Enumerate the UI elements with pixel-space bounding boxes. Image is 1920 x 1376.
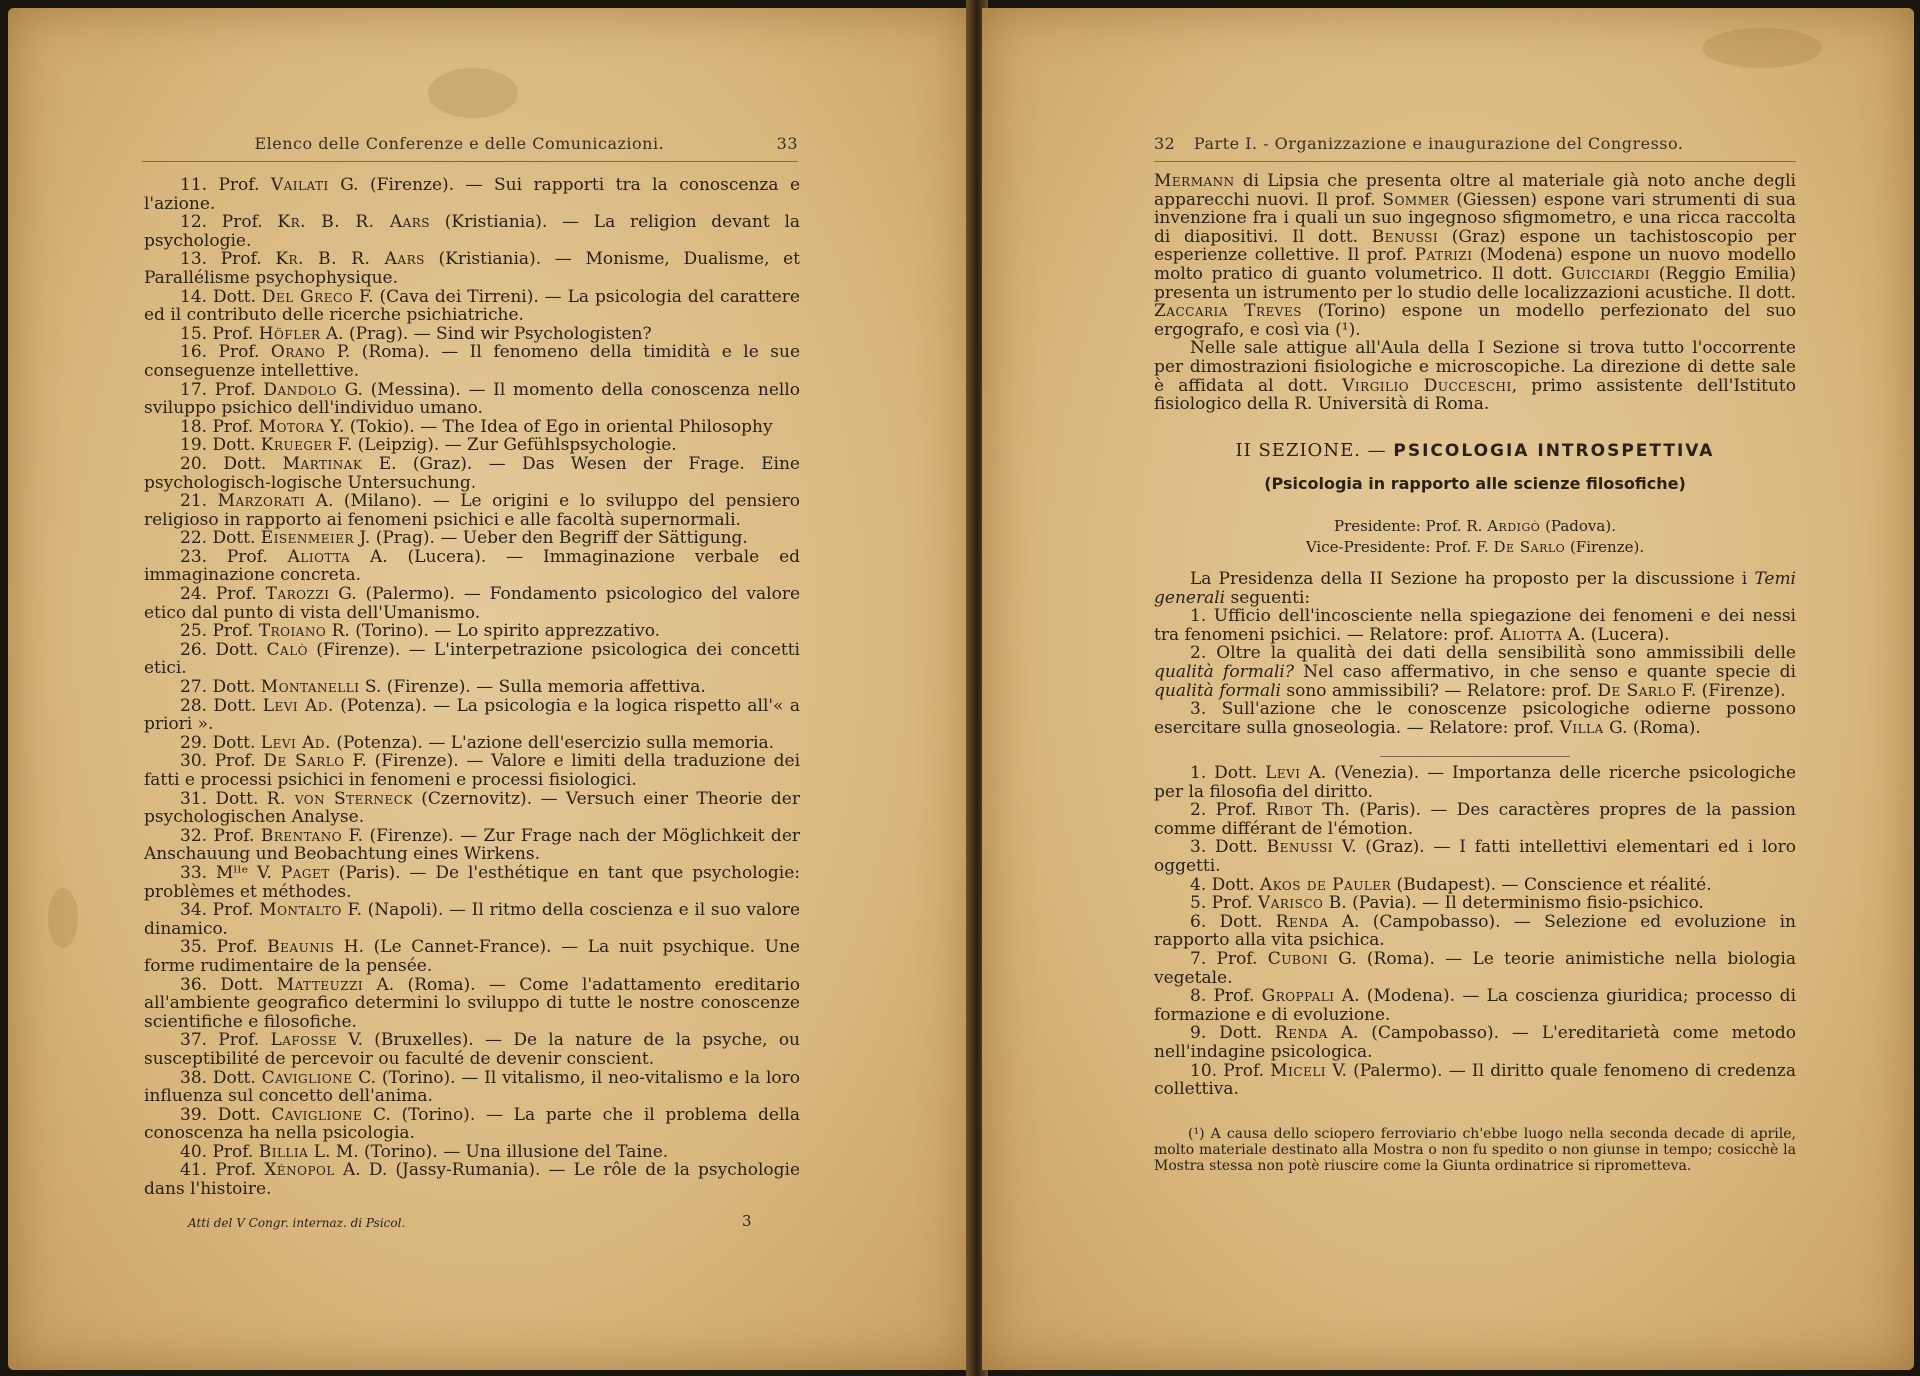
entry-title: F. (Cava dei Tirreni). — La psicologia del carattere ed il contributo delle ricerche psichiatriche. (144, 286, 800, 326)
text-run: Nel caso affermativo, in che senso e quante specie di (1293, 661, 1796, 682)
person-name: Sommer (1382, 189, 1450, 210)
entry-lead: 20. Dott. (180, 453, 283, 474)
left-page (8, 8, 972, 1370)
italic-text: Temi generali (1154, 569, 1796, 608)
president-prefix: Presidente: Prof. R. (1334, 517, 1488, 535)
entry-author: Orano (270, 342, 326, 363)
left-entry (144, 827, 800, 864)
section-label: II SEZIONE. — (1235, 440, 1387, 461)
text-run: (Giessen) espone vari strumenti di sua invenzione fra i quali un suo ingegnoso sfigmometro, e una ricca raccolta di diapositivi. Il dott. (1154, 189, 1797, 247)
entry-title: A. (Prag). — Sind wir Psychologisten? (320, 323, 652, 344)
text-run: (Graz) espone un tachistoscopio per esperienze collettive. Il prof. (1154, 226, 1796, 266)
entry-lead: 36. Dott. (180, 974, 277, 995)
text-run: 1. Ufficio dell'incosciente nella spiegazione dei fenomeni e dei nessi tra fenomeni psichici. — Relatore: prof. (1154, 606, 1796, 645)
entry-lead: 41. Prof. (180, 1160, 265, 1181)
left-entry (144, 176, 800, 213)
entry-title: A. (Roma). — Come l'adattamento ereditario all'ambiente geografico determini lo sviluppo di tutte le nostre conoscenze scientifiche e filosofiche. (144, 974, 800, 1032)
entry-title: G. (Palermo). — Fondamento psicologico del valore etico dal punto di vista dell'Umanismo. (144, 584, 801, 623)
entry-lead: 34. Prof. (180, 900, 260, 921)
entry-title: (Firenze). — L'interpetrazione psicologica dei concetti etici. (144, 639, 800, 679)
right-header-title: Parte I. - Organizzazione e inaugurazione del Congresso. (1193, 134, 1684, 153)
left-entry (144, 492, 800, 529)
right-entry (1154, 876, 1796, 895)
entry-lead: 14. Dott. (180, 286, 262, 307)
entry-title: G. (Firenze). — Sui rapporti tra la conoscenza e l'azione. (144, 175, 801, 214)
entry-title: (Kristiania). — Monisme, Dualisme, et Parallélisme psychophysique. (144, 249, 800, 288)
entry-lead: 37. Prof. (180, 1030, 271, 1051)
entry-title: B. (Pavia). — Il determinismo fisio-psichico. (1323, 893, 1704, 914)
entry-lead: 5. Prof. (1190, 893, 1258, 914)
left-entry (144, 213, 800, 250)
entry-author: Caviglione (261, 1067, 353, 1088)
entry-author: Dandolo (263, 379, 337, 400)
entry-author: Brentano (260, 825, 343, 846)
entry-author: Montalto (259, 900, 342, 921)
left-entry (144, 455, 800, 492)
left-entry (144, 1031, 800, 1068)
entry-title: J. (Prag). — Ueber den Begriff der Sättigung. (354, 528, 748, 549)
left-entry (144, 622, 800, 641)
entry-lead: 31. Dott. (180, 788, 267, 809)
entry-author: Varisco (1257, 893, 1324, 914)
entry-title: C. (Torino). — La parte che il problema della conoscenza ha nella psicologia. (144, 1104, 800, 1144)
entry-title: G. (Roma). — Le teorie animistiche nella biologia vegetale. (1154, 948, 1797, 988)
entry-author: De Sarlo (263, 751, 345, 772)
entry-lead: 3. Dott. (1190, 837, 1267, 858)
entry-lead: 24. Prof. (180, 584, 266, 605)
right-entry (1154, 950, 1796, 987)
entry-lead: 25. Prof. (180, 621, 259, 642)
left-entry (144, 381, 800, 418)
text-run: (Reggio Emilia) presenta un istrumento per lo studio delle localizzazioni acustiche. Il dott. (1154, 263, 1796, 303)
entry-author: Levi (1265, 763, 1301, 783)
left-entry (144, 976, 800, 1032)
entry-author: Renda (1275, 911, 1329, 932)
entry-author: Lafosse (270, 1030, 338, 1051)
entry-title: A. (Milano). — Le origini e lo sviluppo del pensiero religioso in rapporto ai fenomeni psichici e alle facoltà supernormali. (144, 491, 800, 530)
text-run: sono ammissibili? — Relatore: prof. (1281, 680, 1598, 701)
text-run: di Lipsia che presenta oltre al materiale già noto anche degli apparecchi nuovi. Il prof. (1154, 171, 1796, 210)
vice-president-prefix: Vice-Presidente: Prof. F. (1305, 538, 1494, 556)
right-entry (1154, 1062, 1796, 1099)
text-run: F. (Firenze). (1676, 680, 1786, 701)
entry-lead: 11. Prof. (180, 175, 271, 195)
entry-title: (Potenza). — L'azione dell'esercizio sulla memoria. (330, 732, 775, 753)
right-page (982, 8, 1914, 1370)
right-continuation-text (1154, 172, 1796, 414)
text-run: (Torino) espone un modello perfezionato del suo ergografo, e così via (¹). (1154, 301, 1796, 340)
left-entry (144, 1069, 800, 1106)
left-entry (144, 548, 800, 585)
entry-author: Miceli (1270, 1060, 1327, 1081)
entry-title: L. M. (Torino). — Una illusione del Taine. (308, 1141, 669, 1162)
president-name: Ardigò (1487, 517, 1541, 535)
entry-lead: 10. Prof. (1190, 1060, 1271, 1081)
left-entry (144, 678, 800, 697)
entry-author: Martinak (282, 453, 363, 474)
left-entry (144, 418, 800, 437)
section-vice-president (1154, 538, 1796, 556)
entry-author: Marzorati (217, 491, 306, 512)
left-entry (144, 585, 800, 622)
right-entry (1154, 764, 1796, 801)
entry-author: Xénopol (264, 1160, 335, 1181)
left-entry (144, 752, 800, 789)
text-run: , primo assistente dell'Istituto fisiologico della R. Università di Roma. (1154, 375, 1796, 415)
entry-title: Y. (Tokio). — The Idea of Ego in oriental Philosophy (324, 416, 773, 437)
right-entry (1154, 1024, 1796, 1061)
entry-lead: 17. Prof. (180, 379, 264, 400)
entry-title: P. (Roma). — Il fenomeno della timidità e le sue conseguenze intellettive. (144, 342, 801, 381)
right-entry (1154, 894, 1796, 913)
entry-author: Billia (258, 1141, 309, 1162)
entry-lead: 40. Prof. (180, 1141, 259, 1162)
left-entry (144, 734, 800, 753)
entry-lead: 4. Dott. (1190, 874, 1260, 895)
entry-author: Calò (266, 639, 309, 660)
entry-author: Paget (280, 862, 330, 883)
text-run: A. (Lucera). (1562, 624, 1670, 645)
text-run: La Presidenza della II Sezione ha proposto per la discussione i (1190, 569, 1755, 589)
entry-title: F. (Firenze). — Valore e limiti della traduzione dei fatti e processi psichici in fenomeni e processi fisiologici. (144, 751, 801, 790)
left-entry (144, 1161, 800, 1198)
entry-lead: 22. Dott. (180, 528, 261, 549)
entry-lead: 27. Dott. (180, 677, 261, 698)
entry-lead: 6. Dott. (1190, 911, 1276, 932)
entry-author: Akos de Pauler (1259, 874, 1392, 895)
left-entry (144, 901, 800, 938)
entry-author: Tarozzi (265, 584, 330, 605)
entry-author: Levi Ad. (262, 695, 334, 716)
person-name: Guicciardi (1561, 263, 1650, 284)
right-entry (1154, 801, 1796, 838)
entry-author: Caviglione (271, 1104, 363, 1125)
italic-text: qualità formali (1154, 680, 1281, 701)
entry-author: Aliotta (287, 546, 351, 567)
entry-title: (Budapest). — Conscience et réalité. (1391, 874, 1712, 895)
person-name: Virgilio Ducceschi (1342, 375, 1512, 396)
section-divider (1380, 756, 1570, 757)
left-entry (144, 641, 800, 678)
section-president (1154, 517, 1796, 535)
entry-author: R. von Sterneck (266, 788, 413, 809)
text-run: seguenti: (1225, 587, 1311, 608)
left-entry (144, 250, 800, 287)
theme-item (1154, 644, 1796, 700)
entry-author: Höfler (258, 323, 321, 344)
entry-title: A. (Venezia). — Importanza delle ricerche psicologiche per la filosofia del diritto. (1154, 763, 1797, 802)
entry-lead: 26. Dott. (180, 639, 267, 660)
entry-title: V. (Bruxelles). — De la nature de la psyche, ou susceptibilité de percevoir ou faculté de devenir conscient. (144, 1030, 800, 1069)
entry-lead: 7. Prof. (1190, 948, 1268, 969)
left-header-title: Elenco delle Conferenze e delle Comunicazioni. (254, 134, 665, 153)
entry-lead: 12. Prof. (180, 212, 278, 233)
continuation-paragraph (1154, 172, 1796, 339)
entry-title: Th. (Paris). — Des caractères propres de la passion comme différant de l'émotion. (1154, 800, 1796, 839)
themes-block (1154, 570, 1796, 737)
entry-lead: 30. Prof. (180, 751, 264, 772)
entry-title: G. (Messina). — Il momento della conoscenza nello sviluppo psichico dell'individuo umano. (144, 379, 801, 419)
entry-author: Montanelli (260, 677, 360, 698)
entry-author: Motora (258, 416, 325, 437)
entry-title: (Potenza). — La psicologia e la logica rispetto all'« a priori ». (144, 695, 800, 735)
person-name: Mermann (1154, 171, 1235, 191)
left-entry (144, 1143, 800, 1162)
entry-lead: 29. Dott. (180, 732, 261, 753)
entry-title: (Kristiania). — La religion devant la psychologie. (144, 212, 801, 251)
entry-author: Levi Ad. (260, 732, 331, 753)
entry-title: (Czernovitz). — Versuch einer Theorie der psychologischen Analyse. (144, 788, 800, 828)
left-entry-list (144, 176, 800, 1199)
person-name: Patrizi (1414, 245, 1473, 266)
entry-title: F. (Firenze). — Zur Frage nach der Möglichkeit der Anschauung und Beobachtung eines Wirkens. (144, 825, 801, 865)
entry-author: Del Greco (261, 286, 354, 307)
entry-author: Krueger (260, 435, 333, 456)
person-name: Zaccaria Treves (1154, 301, 1302, 322)
entry-title: R. (Torino). — Lo spirito apprezzativo. (326, 621, 661, 642)
left-page-number: 33 (776, 134, 798, 153)
left-entry (144, 529, 800, 548)
exhibit-rooms-paragraph (1154, 339, 1796, 413)
entry-author: Ribot (1265, 800, 1313, 821)
theme-item (1154, 607, 1796, 644)
entry-lead: 38. Dott. (180, 1067, 262, 1088)
entry-author: Matteuzzi (276, 974, 364, 995)
right-header-rule (1154, 161, 1796, 162)
entry-title: V. (Palermo). — Il diritto quale fenomeno di credenza collettiva. (1154, 1060, 1796, 1100)
entry-author: Beaunis (267, 937, 335, 958)
right-entry-list (1154, 764, 1796, 1099)
entry-author: Vailati (270, 175, 329, 195)
entry-lead: 19. Dott. (180, 435, 261, 456)
theme-item (1154, 700, 1796, 737)
entry-title: A. (Modena). — La coscienza giuridica; processo di formazione e di evoluzione. (1154, 986, 1797, 1025)
left-entry (144, 697, 800, 734)
person-name: De Sarlo (1597, 680, 1677, 701)
signature-mark: 3 (742, 1212, 752, 1230)
person-name: Benussi (1371, 226, 1439, 247)
entry-author: Benussi (1266, 837, 1334, 858)
entry-lead: 8. Prof. (1190, 986, 1262, 1007)
entry-title: A. (Lucera). — Immaginazione verbale ed immaginazione concreta. (144, 546, 801, 586)
entry-author: Cuboni (1267, 948, 1328, 969)
vice-president-suffix: (Firenze). (1565, 538, 1645, 556)
president-suffix: (Padova). (1540, 517, 1616, 535)
entry-author: Renda (1274, 1023, 1328, 1044)
left-entry (144, 343, 800, 380)
entry-title: C. (Torino). — Il vitalismo, il neo-vitalismo e la loro influenza sul concetto dell'anima. (144, 1067, 800, 1107)
entry-title: E. (Graz). — Das Wesen der Frage. Eine psychologisch-logische Untersuchung. (144, 453, 800, 493)
right-page-number: 32 (1154, 134, 1176, 153)
entry-lead: 9. Dott. (1190, 1023, 1275, 1044)
entry-lead: 15. Prof. (180, 323, 259, 344)
right-running-head (1154, 134, 1702, 158)
entry-author: Kr. B. R. Aars (277, 212, 431, 233)
entry-title: F. (Leipzig). — Zur Gefühlspsychologie. (332, 435, 677, 456)
left-entry (144, 938, 800, 975)
entry-title: (Paris). — De l'esthétique en tant que psychologie: problèmes et méthodes. (144, 862, 800, 902)
left-running-head (142, 134, 798, 158)
right-entry (1154, 913, 1796, 950)
entry-title: S. (Firenze). — Sulla memoria affettiva. (359, 677, 706, 698)
vice-president-name: De Sarlo (1493, 538, 1566, 556)
text-run: 2. Oltre la qualità dei dati della sensibilità sono ammissibili delle (1190, 643, 1796, 664)
entry-lead: 2. Prof. (1190, 800, 1266, 821)
section-subtitle: (Psicologia in rapporto alle scienze filosofiche) (1264, 474, 1686, 493)
right-entry (1154, 838, 1796, 875)
entry-lead: 33. Mˡˡᵉ V. (180, 862, 281, 883)
person-name: Aliotta (1499, 624, 1563, 645)
entry-title: H. (Le Cannet-France). — La nuit psychique. Une forme rudimentaire de la pensée. (144, 937, 800, 976)
entry-lead: 18. Prof. (180, 416, 259, 437)
entry-author: Groppali (1261, 986, 1335, 1007)
footnote-text: (¹) A causa dello sciopero ferroviario ch'ebbe luogo nella seconda decade di aprile, molto materiale destinato alla Mostra o non fu spedito o non giunse in tempo; cosicchè la Mostra stessa non potè riuscire come la Giunta ordinatrice si riprometteva. (1154, 1126, 1796, 1174)
text-run: 3. Sull'azione che le conoscenze psicologiche odierne possono esercitare sulla gnoseologia. — Relatore: prof. (1154, 699, 1796, 738)
entry-lead: 28. Dott. (180, 695, 263, 716)
theme-list (1154, 607, 1796, 737)
italic-text: qualità formali? (1154, 661, 1294, 682)
themes-intro (1154, 570, 1796, 607)
entry-lead: 32. Prof. (180, 825, 261, 846)
entry-lead: 39. Dott. (180, 1104, 272, 1125)
entry-author: Eisenmeier (260, 528, 354, 549)
left-entry (144, 864, 800, 901)
left-entry (144, 436, 800, 455)
section-heading (1154, 440, 1796, 461)
entry-author: Kr. B. R. Aars (275, 249, 425, 270)
text-run: G. (Roma). (1603, 717, 1701, 738)
entry-lead: 13. Prof. (180, 249, 276, 270)
entry-lead: 21. (180, 491, 218, 512)
footnote (1154, 1126, 1796, 1174)
entry-title: A. D. (Jassy-Rumania). — Le rôle de la psychologie dans l'histoire. (144, 1160, 801, 1200)
text-run: (Modena) espone un nuovo modello molto pratico di guanto volumetrico. Il dott. (1154, 245, 1797, 284)
left-entry (144, 790, 800, 827)
left-entry (144, 1106, 800, 1143)
right-entry (1154, 987, 1796, 1024)
entry-lead: 1. Dott. (1190, 763, 1266, 783)
entry-title: A. (Campobasso). — Selezione ed evoluzione in rapporto alla vita psichica. (1154, 911, 1796, 951)
entry-title: V. (Graz). — I fatti intellettivi elementari ed i loro oggetti. (1154, 837, 1796, 876)
left-footer-text: Atti del V Congr. internaz. di Psicol. (188, 1216, 406, 1230)
left-entry (144, 288, 800, 325)
entry-lead: 35. Prof. (180, 937, 268, 958)
section-name: PSICOLOGIA INTROSPETTIVA (1393, 441, 1715, 461)
left-header-rule (142, 161, 798, 162)
entry-title: A. (Campobasso). — L'ereditarietà come metodo nell'indagine psicologica. (1154, 1023, 1796, 1062)
person-name: Villa (1559, 717, 1604, 738)
entry-lead: 23. Prof. (180, 546, 288, 567)
entry-author: Troiano (258, 621, 327, 642)
text-run: Nelle sale attigue all'Aula della I Sezione si trova tutto l'occorrente per dimostrazioni fisiologiche e microscopiche. La direzione di dette sale è affidata al dott. (1154, 338, 1796, 396)
entry-title: F. (Napoli). — Il ritmo della coscienza e il suo valore dinamico. (144, 900, 801, 939)
left-entry (144, 325, 800, 344)
entry-lead: 16. Prof. (180, 342, 271, 363)
